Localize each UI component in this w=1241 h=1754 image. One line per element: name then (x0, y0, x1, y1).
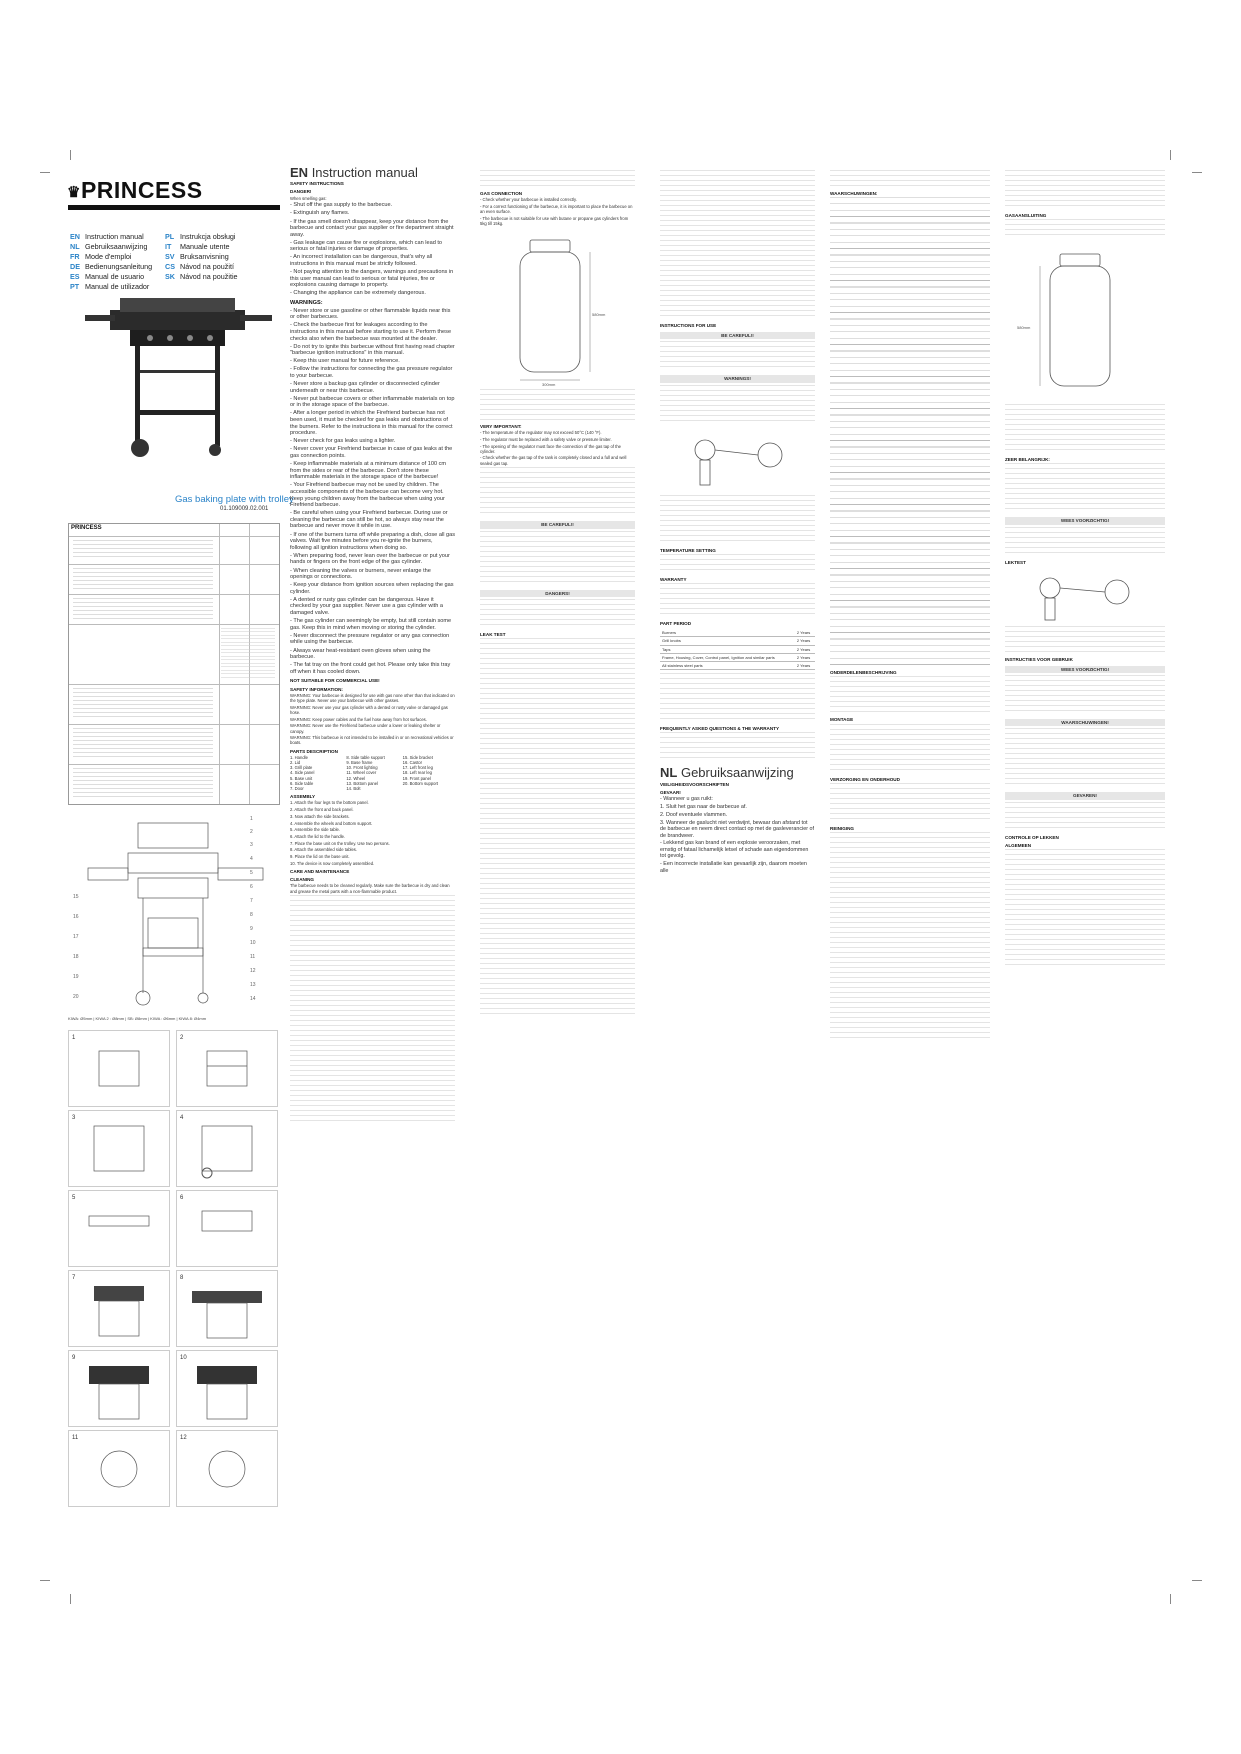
crop-mark (70, 1594, 71, 1604)
svg-text:8: 8 (180, 1275, 184, 1281)
svg-text:12: 12 (180, 1435, 187, 1441)
svg-text:6: 6 (250, 884, 253, 890)
section-heading: LEKTEST (1005, 559, 1026, 565)
svg-text:10: 10 (180, 1355, 187, 1361)
warranty-table (660, 629, 815, 670)
language-item: PT Manual de utilizador (70, 282, 150, 291)
section-heading: CONTROLE OP LEKKEN (1005, 834, 1059, 840)
language-item: NL Gebruiksaanwijzing (70, 242, 148, 251)
svg-text:17: 17 (73, 934, 79, 940)
assembly-step-image (68, 1430, 170, 1507)
language-item: SV Bruksanvisning (165, 252, 229, 261)
section-heading: SAFETY INSTRUCTIONS (290, 181, 344, 187)
svg-text:7: 7 (72, 1275, 76, 1281)
svg-text:6: 6 (180, 1195, 184, 1201)
en-column-2: GAS CONNECTION - Check whether your barbecue is installed correctly. - For a correct functioning of the barbecue, it is important to place the barbecue on an even surface. - The barbecue is not suitable for use with butane or propane gas cylinders from 5kg till 15kg. 580mm 300mm VERY IMPORTANT: - The temperature of the regulator may not exceed 50°C (140 °F). - The regulator must be replaced with a safety valve or pressure limiter. - The opening of the regulator must face the connection of the gas tap of the cylinder. - Check whether the gas tap of the tank is completely closed and a full and well sealed gas tap. BE CAREFUL!! DANGERS! LEAK TEST (480, 170, 635, 1018)
warning-box-heading: WEES VOORZICHTIG! (1005, 517, 1165, 524)
section-heading: VEILIGHEIDSVOORSCHRIFTEN (660, 781, 729, 787)
warning-box-heading: WEES VOORZICHTIG! (1005, 666, 1165, 673)
language-item: SK Návod na použitie (165, 272, 238, 281)
body-text-block (290, 895, 455, 1125)
product-image (75, 270, 280, 470)
svg-text:5: 5 (250, 870, 253, 876)
svg-text:18: 18 (73, 954, 79, 960)
warning-box-heading: BE CAREFUL!! (660, 332, 815, 339)
section-heading: ONDERDELENBESCHRIJVING (830, 670, 897, 676)
svg-text:13: 13 (250, 982, 256, 988)
crop-mark (1192, 172, 1202, 173)
en-title: EN Instruction manual (290, 165, 418, 180)
svg-text:5: 5 (72, 1195, 76, 1201)
svg-text:2: 2 (250, 829, 253, 835)
regulator-diagram (1005, 566, 1165, 626)
table-brand-logo: PRINCESS (71, 525, 102, 531)
product-code: 01.109009.02.001 (220, 506, 269, 512)
en-column-1: EN Instruction manual SAFETY INSTRUCTIONS DANGER! When smelling gas: - Shut off the gas supply to the barbecue. - Extinguish any flames. - If the gas smell doesn't disappear, keep your distance from the barbecue and contact your gas supplier or fire department straight away. - Gas leakage can cause fire or explosions, which can lead to serious or fatal injuries or damage of properties. - An incorrect installation can be dangerous, that's why all instructions in this manual must be strictly followed. - Not paying attention to the dangers, warnings and precautions in this user manual can lead to serious or fatal injuries, fire or explosions causing damage to property. - Changing the appliance can be extremely dangerous. WARNINGS: - Never store or use gasoline or other flammable liquids near this or other barbecues. - Check the barbecue first for leakages according to the instructions in this manual before starting to use it. Perform these checks also when the barbecue was mounted at the dealer. - Do not try to ignite this barbecue without first having read chapter "barbecue ignition instructions" in this manual. - Keep this user manual for future reference. - Follow the instructions for connecting the gas pressure regulator to your barbecue. - Never store a backup gas cylinder or disconnected cylinder underneath or near this barbecue. - Never put barbecue covers or other inflammable materials on top or in the storage space of the barbecue. - After a longer period in which the Firefriend barbecue has not been used, it must be checked for gas leaks and obstructions of the burners. Refer to the instructions in this manual for the correct procedure. - Never check for gas leaks using a lighter. - Never cover your Firefriend barbecue in case of gas leaks at the gas connection points. - Keep inflammable materials at a minimum distance of 100 cm from the sides or rear of the barbecue. Don't store these inflammable materials in the storage space of the barbecue! - Your Firefriend barbecue may not be used by children. The accessible components of the barbecue can become very hot. Keep young children away from the barbecue when using your Firefriend barbecue. - Be careful when using your Firefriend barbecue. During use or cleaning the barbecue can still be hot, so always stay near the barbecue and never move it while in use. - If one of the burners turns off while preparing a dish, close all gas valves. Wait five minutes before you re-ignite the burners, following all ignition instructions when doing so. - When preparing food, never lean over the barbecue or put your hands or fingers on the front edge of the gas cylinder. - When cleaning the valves or burners, never enlarge the openings or connections. - Keep your distance from ignition sources when replacing the gas cylinder. - A dented or rusty gas cylinder can be dangerous. Have it checked by your gas supplier. Never use a gas cylinder with a damaged valve. - The gas cylinder can seemingly be empty, but still contain some gas. Keep this in mind when moving or storing the cylinder. - Never disconnect the pressure regulator or any gas connection while using the barbecue. - Always wear heat-resistant oven gloves when using the barbecue. - The fat tray on the front could get hot. Please only take this tray off when it has cooled down. NOT SUITABLE FOR COMMERCIAL USE! SAFETY INFORMATION: WARNING: Your barbecue is designed for use with gas none other than that indicated on the type plate. Never use your barbecue with other gasses. WARNING: Never use your gas cylinder with a dented or rusty valve or damaged gas hose. WARNING: Keep power cables and the fuel hose away from hot surfaces. WARNING: Never use the Firefriend barbecue under a lower or leaking shelter or canopy. WARNING: This barbecue is not intended to be installed in or on recreational vehicles or boats. PARTS DESCRIPTION 1. Handle 8. Side table support 15. Side bracket 2. Lid 9. Base frame 16. Castor 3. Grill plate 10. Front lighting 17. Left front leg 4. Side panel 11. Wheel cover 18. Left rear leg 5. Base unit 12. Wheel 19. Front panel 6. Side table 13. Bottom panel 20. Bottom support 7. Door 14. Bolt ASSEMBLY 1. Attach the four legs to the bottom panel. 2. Attach the front and back panel. 3. Now attach the side brackets. 4. Assemble the wheels and bottom support. 5. Assemble the side table. 6. Attach the lid to the handle. 7. Place the base unit on the trolley. Use two persons. 8. Attach the assembled side tables. 9. Place the lid on the base unit. 10. The device is now completely assembled. CARE AND MAINTENANCE CLEANING The barbecue needs to be cleaned regularly. Make sure the barbecue is dry and clean and grease the metal parts with a non-flammable product. (290, 170, 455, 1125)
assembly-step-image (68, 1030, 170, 1107)
assembly-step-image (176, 1030, 278, 1107)
assembly-step-image (68, 1350, 170, 1427)
crop-mark (1192, 1580, 1202, 1581)
header-bar (68, 205, 280, 210)
assembly-step-image (176, 1430, 278, 1507)
svg-text:15: 15 (73, 894, 79, 900)
table-row: All stainless steel parts 2 Years (660, 662, 815, 670)
exploded-view-diagram (68, 808, 278, 1013)
svg-text:4: 4 (250, 856, 253, 862)
assembly-step-image (176, 1350, 278, 1427)
svg-text:1: 1 (250, 816, 253, 822)
section-heading: INSTRUCTIES VOOR GEBRUIK (1005, 656, 1073, 662)
section-heading: PART PERIOD (660, 621, 692, 627)
language-item: DE Bedienungsanleitung (70, 262, 153, 271)
svg-text:11: 11 (250, 954, 256, 960)
svg-text:11: 11 (72, 1435, 79, 1441)
svg-text:9: 9 (72, 1355, 76, 1361)
section-heading: WARRANTY (660, 576, 687, 582)
warning-box-heading: WARNINGS! (660, 375, 815, 382)
crop-mark (1170, 150, 1171, 160)
crop-mark (40, 1580, 50, 1581)
language-item: PL Instrukcja obsługi (165, 232, 236, 241)
nl-title: NL Gebruiksaanwijzing (660, 765, 794, 781)
section-heading: GEVAAR! (660, 789, 681, 795)
svg-text:3: 3 (72, 1115, 76, 1121)
svg-text:16: 16 (73, 914, 79, 920)
language-item: EN Instruction manual (70, 232, 144, 241)
nl-column-3 (1005, 170, 1165, 969)
section-heading: SAFETY INFORMATION: (290, 686, 343, 692)
hose-size-line: KIWA: Ø5mm | KIWA 2 : Ø8mm | SB: Ø8mm | KIWA : Ø6mm | KIWA 8: Ø4mm (68, 1016, 207, 1021)
language-item: IT Manuale utente (165, 242, 230, 251)
warning-box-heading: WAARSCHUWINGEN! (1005, 719, 1165, 726)
language-item: CS Návod na použití (165, 262, 234, 271)
svg-text:7: 7 (250, 898, 253, 904)
section-heading: INSTRUCTIONS FOR USE (660, 323, 717, 328)
brand-crown-icon: ♛ (67, 183, 81, 201)
assembly-steps-grid (68, 1030, 278, 1510)
svg-text:20: 20 (73, 994, 79, 1000)
section-heading: NOT SUITABLE FOR COMMERCIAL USE! (290, 678, 380, 684)
product-name: Gas baking plate with trolley (175, 494, 294, 505)
section-heading: WAARSCHUWINGEN: (830, 191, 878, 196)
section-heading: REINIGING (830, 825, 854, 831)
section-heading: PARTS DESCRIPTION (290, 748, 338, 754)
assembly-step-image (176, 1110, 278, 1187)
warning-box-heading: DANGERS! (480, 590, 635, 597)
section-heading: ZEER BELANGRIJK: (1005, 457, 1050, 463)
assembly-step-image (176, 1270, 278, 1347)
en-column-3: INSTRUCTIONS FOR USE BE CAREFUL!! WARNINGS! TEMPERATURE SETTING WARRANTY PART PERIOD Burners 2 Years Grill knobs 2 Years Taps 2 Years Frame, Housing, Cover, Control panel, Ignition and similar parts 2 Years All stainless steel parts 2 Years FREQUENTLY ASKED QUESTIONS & THE WARRANTY NL Gebruiksaanwijzing VEILIGHEIDSVOORSCHRIFTEN GEVAAR! - Wanneer u gas ruikt: 1. Sluit het gas naar de barbecue af. 2. Doof eventuele vlammen. 3. Wanneer de gaslucht niet verdwijnt, bewaar dan afstand tot de barbecue en neem direct contact op met de gasleverancier of de brandweer. - Lekkend gas kan brand of een explosie veroorzaken, met ernstig of fataal lichamelijk letsel of schade aan eigendommen tot gevolg. - Een incorrecte installatie kan gevaarlijk zijn, daarom moeten alle (660, 170, 815, 876)
nl-column-2 (830, 170, 990, 1042)
svg-text:3: 3 (250, 842, 253, 848)
section-heading: MONTAGE (830, 717, 854, 723)
svg-text:12: 12 (250, 968, 256, 974)
assembly-step-image (68, 1110, 170, 1187)
assembly-step-image (68, 1270, 170, 1347)
table-row: Taps 2 Years (660, 645, 815, 653)
brand-logo: ♛PRINCESS (67, 177, 203, 203)
warning-box-heading: BE CAREFUL!! (480, 521, 635, 528)
section-heading: CLEANING (290, 877, 314, 883)
svg-text:1: 1 (72, 1035, 76, 1041)
svg-text:14: 14 (250, 996, 256, 1002)
section-heading: ASSEMBLY (290, 794, 316, 800)
section-heading: ALGEMEEN (1005, 842, 1032, 848)
section-heading: TEMPERATURE SETTING (660, 547, 716, 553)
section-heading: WARNINGS: (290, 300, 323, 307)
assembly-step-image (176, 1190, 278, 1267)
section-heading: VERZORGING EN ONDERHOUD (830, 776, 900, 782)
crop-mark (70, 150, 71, 160)
section-heading: VERY IMPORTANT: (480, 423, 522, 429)
svg-text:19: 19 (73, 974, 79, 980)
parts-list: 1. Handle 8. Side table support 15. Side bracket 2. Lid 9. Base frame 16. Castor 3. Grill plate 10. Front lighting 17. Left front leg 4. Side panel 11. Wheel cover 18. Left rear leg 5. Base unit 12. Wheel 19. Front panel 6. Side table 13. Bottom panel 20. Bottom support 7. Door 14. Bolt (290, 754, 439, 792)
language-item: FR Mode d'emploi (70, 252, 132, 261)
assembly-step-image (68, 1190, 170, 1267)
language-item: ES Manual de usuario (70, 272, 145, 281)
table-row: Grill knobs 2 Years (660, 637, 815, 645)
svg-text:580mm: 580mm (592, 311, 606, 317)
warning-box-heading: GEVAREN! (1005, 792, 1165, 799)
section-heading: LEAK TEST (480, 631, 506, 637)
regulator-diagram (660, 425, 815, 495)
svg-text:10: 10 (250, 940, 256, 946)
gas-cylinder-diagram (480, 228, 635, 388)
crop-mark (1170, 1594, 1171, 1604)
section-heading: CARE AND MAINTENANCE (290, 869, 350, 874)
svg-text:8: 8 (250, 912, 253, 918)
svg-text:580mm: 580mm (1017, 325, 1031, 331)
svg-text:2: 2 (180, 1035, 184, 1041)
section-heading: GASAANSLUITING (1005, 213, 1047, 218)
table-row: Frame, Housing, Cover, Control panel, Ignition and similar parts 2 Years (660, 653, 815, 661)
svg-text:9: 9 (250, 926, 253, 932)
crop-mark (40, 172, 50, 173)
section-heading: DANGER! (290, 189, 312, 195)
gas-cylinder-diagram (1005, 239, 1165, 404)
svg-text:300mm: 300mm (542, 381, 556, 387)
section-heading: GAS CONNECTION (480, 191, 523, 196)
declaration-table (68, 523, 280, 805)
table-row: Burners 2 Years (660, 629, 815, 637)
svg-text:4: 4 (180, 1115, 184, 1121)
section-heading: FREQUENTLY ASKED QUESTIONS & THE WARRANTY (660, 726, 780, 732)
